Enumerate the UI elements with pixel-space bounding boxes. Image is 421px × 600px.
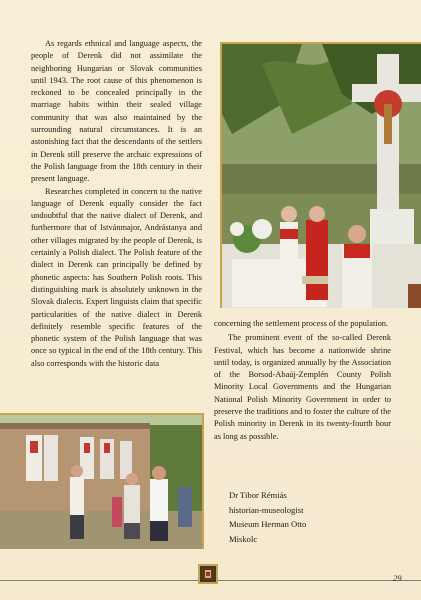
author-role: historian-museologist — [229, 504, 304, 515]
paragraph: Researches completed in concern to the native language of Derenk equally consider the fact undoubtful that the native dialect of Derenk, and furthermore that of Istvánmajor, Andrástanya and other villages migrated by the people of Derenk, is certainly a Polish dialect. The Polish feature of the dialect in Derenk can principally be defined by phonetic aspects: has Southern Polish roots. This distinguishing mark is absolutely unknown in the Slovak dialects. Expert linguists claim that specific particularities of the native dialect in Derenk definitely resemble specific features of the phonetic system of the Polish language that was once so typical in the end of the 18th century. This also corresponds with the historic data — [31, 186, 202, 368]
author-institution: Museum Herman Otto — [229, 519, 307, 530]
paragraph: As regards ethnical and language aspects, the people of Derenk did not assimilate the neighboring Hungarian or Slovak communities until 1943. The root cause of this phenomenon is reckoned to be concealed principally in the marriage habits within their sealed village community that was also maintained by the surrounding natural circumstances. It is an astonishing fact that the descendants of the settlers in Derenk still preserve the archaic expressions of the Polish language from the 18th century in their present language. — [31, 39, 202, 184]
left-text-column — [31, 38, 202, 370]
paragraph: concerning the settlement process of the population. — [214, 319, 389, 328]
page-number: 29 — [393, 573, 402, 583]
signature-block — [229, 488, 306, 546]
footer-ornament-icon — [198, 564, 218, 584]
exhibition-photo — [0, 413, 204, 549]
author-name: Dr Tibor Rémiás — [229, 490, 287, 500]
right-text-column — [214, 318, 391, 443]
shrine-photo — [220, 42, 421, 308]
author-city: Miskolc — [229, 533, 258, 544]
paragraph: The prominent event of the so-called Derenk Festival, which has become a nationwide shrine until today, is organized annually by the Association of the Borsod-Abaúj-Zemplén County Polish Minority Local Governments and the Hungarian National Polish Minority Government in order to preserve the traditions and to foster the culture of the Polish minority in Derenk in its twenty-fourth hour as long as possible. — [214, 333, 391, 441]
